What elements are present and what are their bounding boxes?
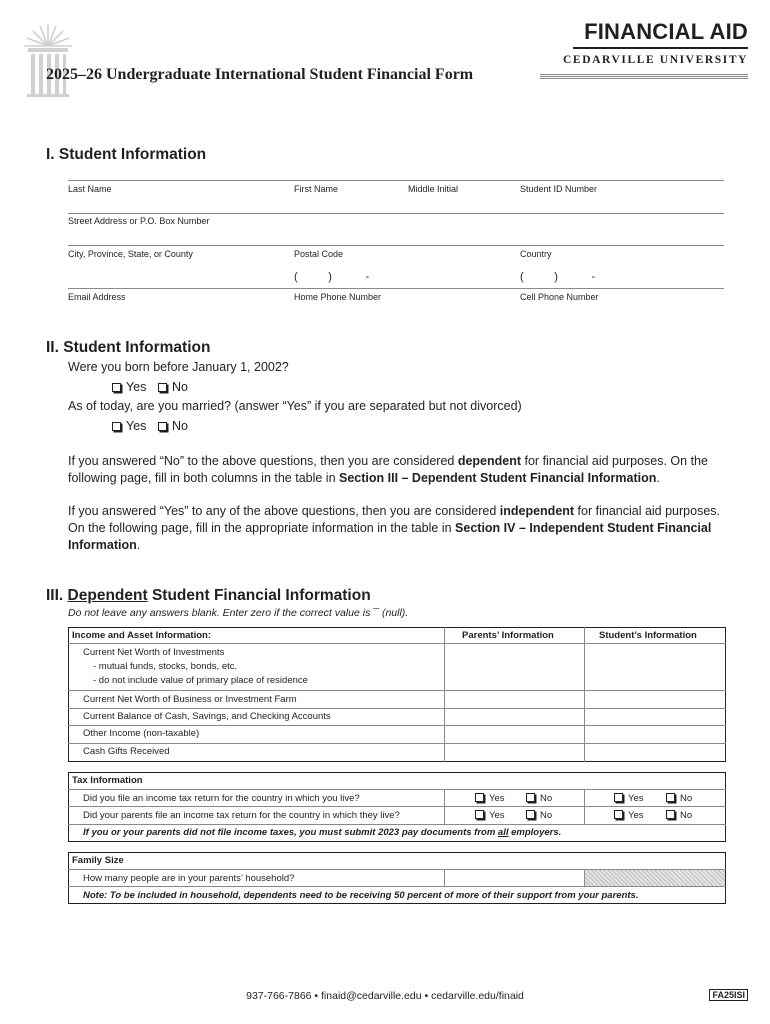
married-yes-option[interactable] <box>112 419 146 433</box>
contact-field-line[interactable] <box>68 288 724 289</box>
cell-phone-label: Cell Phone Number <box>520 292 599 302</box>
row-investments-sub2: - do not include value of primary place of residence <box>93 675 308 686</box>
name-field-line[interactable] <box>68 213 724 214</box>
tax-header: Tax Information <box>72 775 143 786</box>
question-married: As of today, are you married? (answer “Yes” if you are separated but not divorced) <box>68 399 522 413</box>
col-divider <box>444 789 445 824</box>
col-divider <box>584 627 585 762</box>
no-label: No <box>540 793 553 804</box>
student-id-label: Student ID Number <box>520 184 598 194</box>
born-before-yes-option[interactable] <box>112 380 146 394</box>
independent-term: independent <box>499 504 575 518</box>
row-rule <box>68 886 726 887</box>
row-other-income: Other Income (non-taxable) <box>83 728 200 739</box>
postal-label: Postal Code <box>294 249 344 259</box>
para-text: If you answered “No” to the above questions, then you are considered <box>68 454 458 468</box>
checkbox-icon[interactable] <box>526 793 535 802</box>
form-title: 2025–26 Undergraduate International Student Financial Form <box>46 66 474 83</box>
rule-top <box>68 180 724 181</box>
checkbox-icon[interactable] <box>614 793 623 802</box>
married-no-option[interactable] <box>158 419 188 433</box>
last-name-label: Last Name <box>68 184 112 194</box>
tax-parents-parent-yes[interactable] <box>475 810 505 821</box>
row-rule <box>68 708 726 709</box>
checkbox-icon[interactable] <box>112 383 121 392</box>
tax-student-student-yes[interactable] <box>614 793 644 804</box>
yes-label: Yes <box>628 793 644 804</box>
shaded-cell <box>585 870 725 886</box>
col-divider <box>584 789 585 824</box>
country-label: Country <box>520 249 552 259</box>
heading-dependent: Dependent <box>67 587 148 604</box>
yes-label: Yes <box>126 380 147 394</box>
question-born-before: Were you born before January 1, 2002? <box>68 360 289 374</box>
no-label: No <box>680 793 693 804</box>
checkbox-icon[interactable] <box>158 422 167 431</box>
brand-title: FINANCIAL AID <box>584 19 748 44</box>
row-rule <box>68 690 726 691</box>
row-rule <box>68 725 726 726</box>
checkbox-icon[interactable] <box>475 793 484 802</box>
income-header: Income and Asset Information: <box>72 630 211 641</box>
row-rule <box>68 743 726 744</box>
financial-aid-brand <box>563 20 748 67</box>
para-text: for financial aid purposes. On the following page, fill in the appropriate information in the table in <box>68 504 720 535</box>
home-phone-mask: ( ) - <box>294 271 370 283</box>
tax-parents-parent-no[interactable] <box>526 810 552 821</box>
tax-note <box>83 827 561 838</box>
dependent-term: dependent <box>457 454 522 468</box>
heading-prefix: III. <box>46 587 68 604</box>
yes-label: Yes <box>489 793 505 804</box>
students-column-header: Student’s Information <box>599 630 697 641</box>
tax-student-student-no[interactable] <box>666 793 692 804</box>
household-note: Note: To be included in household, dependents need to be receiving 50 percent of more of their support from your parents. <box>83 890 639 901</box>
para-text: for financial aid purposes. On the following page, fill in both columns in the table in <box>68 454 708 485</box>
checkbox-icon[interactable] <box>112 422 121 431</box>
independent-instructions <box>68 503 728 554</box>
no-label: No <box>540 810 553 821</box>
street-field-line[interactable] <box>68 245 724 246</box>
checkbox-icon[interactable] <box>666 810 675 819</box>
row-investments-sub1: - mutual funds, stocks, bonds, etc. <box>93 661 238 672</box>
checkbox-icon[interactable] <box>475 810 484 819</box>
brand-rule <box>573 47 748 49</box>
para-text: . <box>136 538 141 552</box>
tax-parents-student-yes[interactable] <box>614 810 644 821</box>
no-label: No <box>172 419 188 433</box>
yes-label: Yes <box>489 810 505 821</box>
heading-rest: Student Financial Information <box>147 587 371 604</box>
row-rule <box>68 806 726 807</box>
tax-question-student: Did you file an income tax return for the country in which you live? <box>83 793 360 804</box>
street-label: Street Address or P.O. Box Number <box>68 216 210 226</box>
title-rule <box>540 74 748 80</box>
brand-subtitle: CEDARVILLE UNIVERSITY <box>563 54 748 66</box>
university-seal-logo <box>22 18 74 100</box>
tax-student-parent-yes[interactable] <box>475 793 505 804</box>
checkbox-icon[interactable] <box>666 793 675 802</box>
col-divider <box>444 869 445 886</box>
checkbox-icon[interactable] <box>526 810 535 819</box>
row-business: Current Net Worth of Business or Investment Farm <box>83 694 297 705</box>
email-label: Email Address <box>68 292 126 302</box>
first-name-label: First Name <box>294 184 339 194</box>
parents-column-header: Parents’ Information <box>462 630 554 641</box>
middle-initial-label: Middle Initial <box>408 184 459 194</box>
row-cash: Current Balance of Cash, Savings, and Checking Accounts <box>83 711 331 722</box>
row-rule <box>68 789 726 790</box>
dependent-instructions <box>68 453 728 487</box>
section-1-heading: I. Student Information <box>46 146 207 163</box>
tax-note-text: employers. <box>508 827 562 838</box>
section-3-reference: Section III – Dependent Student Financial Information <box>339 471 657 485</box>
family-size-header: Family Size <box>72 855 124 866</box>
city-label: City, Province, State, or County <box>68 249 193 259</box>
tax-question-parents: Did your parents file an income tax return for the country in which they live? <box>83 810 400 821</box>
yes-label: Yes <box>126 419 147 433</box>
row-cash-gifts: Cash Gifts Received <box>83 746 170 757</box>
tax-note-all: all <box>497 827 509 838</box>
row-rule <box>68 824 726 825</box>
footer-contact: 937-766-7866 • finaid@cedarville.edu • cedarville.edu/finaid <box>246 990 524 1002</box>
col-divider <box>444 627 445 762</box>
header-rule <box>68 643 726 644</box>
row-investments: Current Net Worth of Investments <box>83 647 225 658</box>
section-2-heading: II. Student Information <box>46 339 211 356</box>
section-3-heading <box>46 587 371 605</box>
tax-parents-student-no[interactable] <box>666 810 692 821</box>
tax-student-parent-no[interactable] <box>526 793 552 804</box>
born-before-no-option[interactable] <box>158 380 188 394</box>
para-text: . <box>656 471 660 485</box>
section-3-note: Do not leave any answers blank. Enter zero if the correct value is ¯ (null). <box>68 607 409 619</box>
checkbox-icon[interactable] <box>158 383 167 392</box>
household-question: How many people are in your parents’ household? <box>83 873 295 884</box>
cell-phone-mask: ( ) - <box>520 271 596 283</box>
tax-note-text: If you or your parents did not file income taxes, you must submit 2023 pay documents from <box>83 827 498 838</box>
no-label: No <box>680 810 693 821</box>
checkbox-icon[interactable] <box>614 810 623 819</box>
para-text: If you answered “Yes” to any of the above questions, then you are considered <box>68 504 500 518</box>
no-label: No <box>172 380 188 394</box>
home-phone-label: Home Phone Number <box>294 292 382 302</box>
form-code: FA25ISI <box>709 989 748 1001</box>
yes-label: Yes <box>628 810 644 821</box>
section-4-reference: Section IV – Independent Student Financial Information <box>68 521 712 552</box>
